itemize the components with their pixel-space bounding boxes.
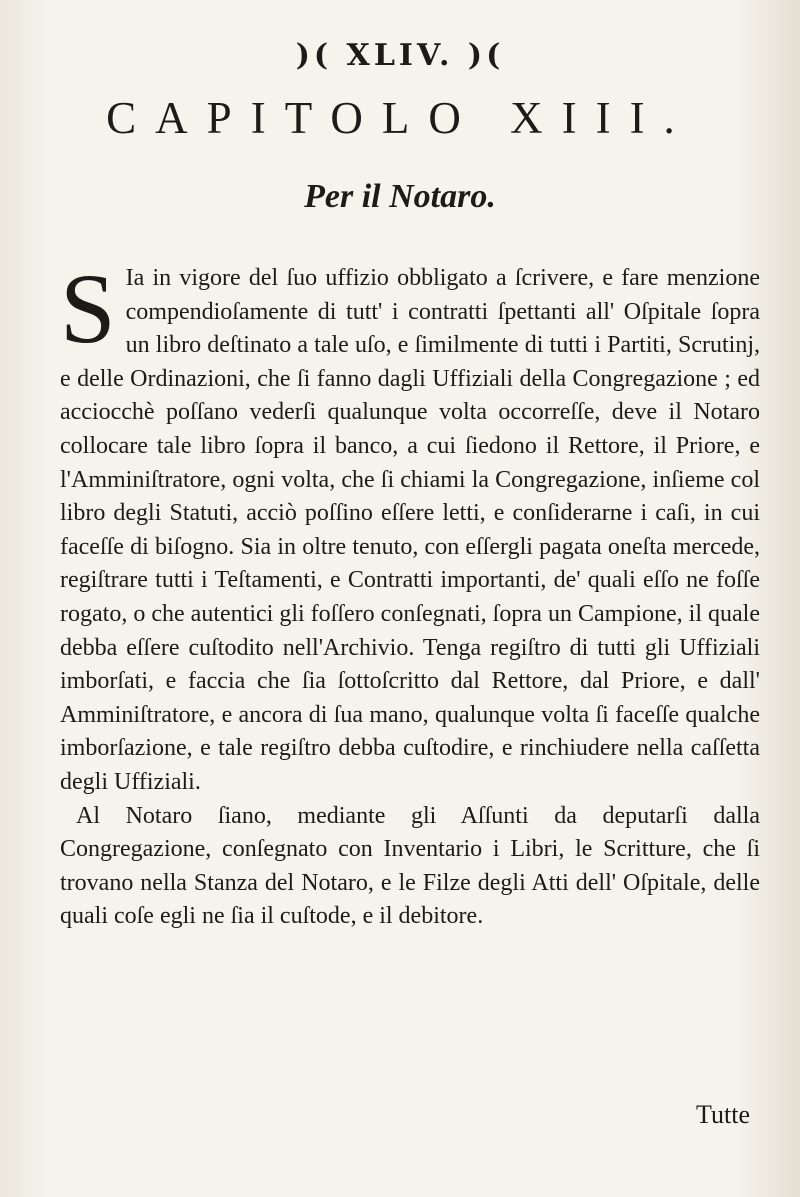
paragraph-2: Al Notaro ſiano, mediante gli Aſſunti da deputarſi dalla Congregazione, conſegnato con Inventario i Libri, le Scritture, che ſi trovano nella Stanza del Notaro, e le Filze degli Atti dell' Oſpitale, delle quali coſe egli ne ſia il cuſtode, e il debitore. xyxy=(60,802,760,930)
chapter-heading: CAPITOLO XIII. xyxy=(106,93,694,143)
catchword: Tutte xyxy=(696,1100,750,1129)
body-text xyxy=(60,253,760,934)
paragraph-1-text: Ia in vigore del ſuo uffizio obbligato a ſcrivere, e fare menzione compendioſamente di tutt' i contratti ſpettanti all' Oſpitale ſopra un libro deſtinato a tale uſo, e ſimilmente di tutti i Partiti, Scrutinj, e delle Ordinazioni, che ſi fanno dagli Uffiziali della Congregazione ; ed acciocchè poſſano vederſi qualunque volta occorreſſe, deve il Notaro collocare tale libro ſopra il banco, a cui ſiedono il Rettore, il Priore, e l'Amminiſtratore, ogni volta, che ſi chiami la Congregazione, inſieme col libro degli Statuti, acciò poſſino eſſere letti, e conſiderarne i caſi, in cui faceſſe di biſogno. Sia in oltre tenuto, con eſſergli pagata oneſta mercede, regiſtrare tutti i Teſtamenti, e Contratti importanti, de' quali eſſo ne foſſe rogato, o che autentici gli foſſero conſegnati, ſopra un Campione, il quale debba eſſere cuſtodito nell'Archivio. Tenga regiſtro di tutti gli Uffiziali imborſati, e faccia che ſia ſottoſcritto dal Rettore, dal Priore, e dall' Amminiſtratore, e ancora di ſua mano, qualunque volta ſi faceſſe qualche imborſazione, e tale regiſtro debba cuſtodire, e rinchiudere nella caſſetta degli Uffiziali. xyxy=(60,265,760,795)
paragraph-1 xyxy=(60,253,760,800)
chapter-subtitle: Per il Notaro. xyxy=(304,178,496,215)
page-folio: )( XLIV. )( xyxy=(295,38,505,73)
drop-cap: S xyxy=(60,253,116,364)
